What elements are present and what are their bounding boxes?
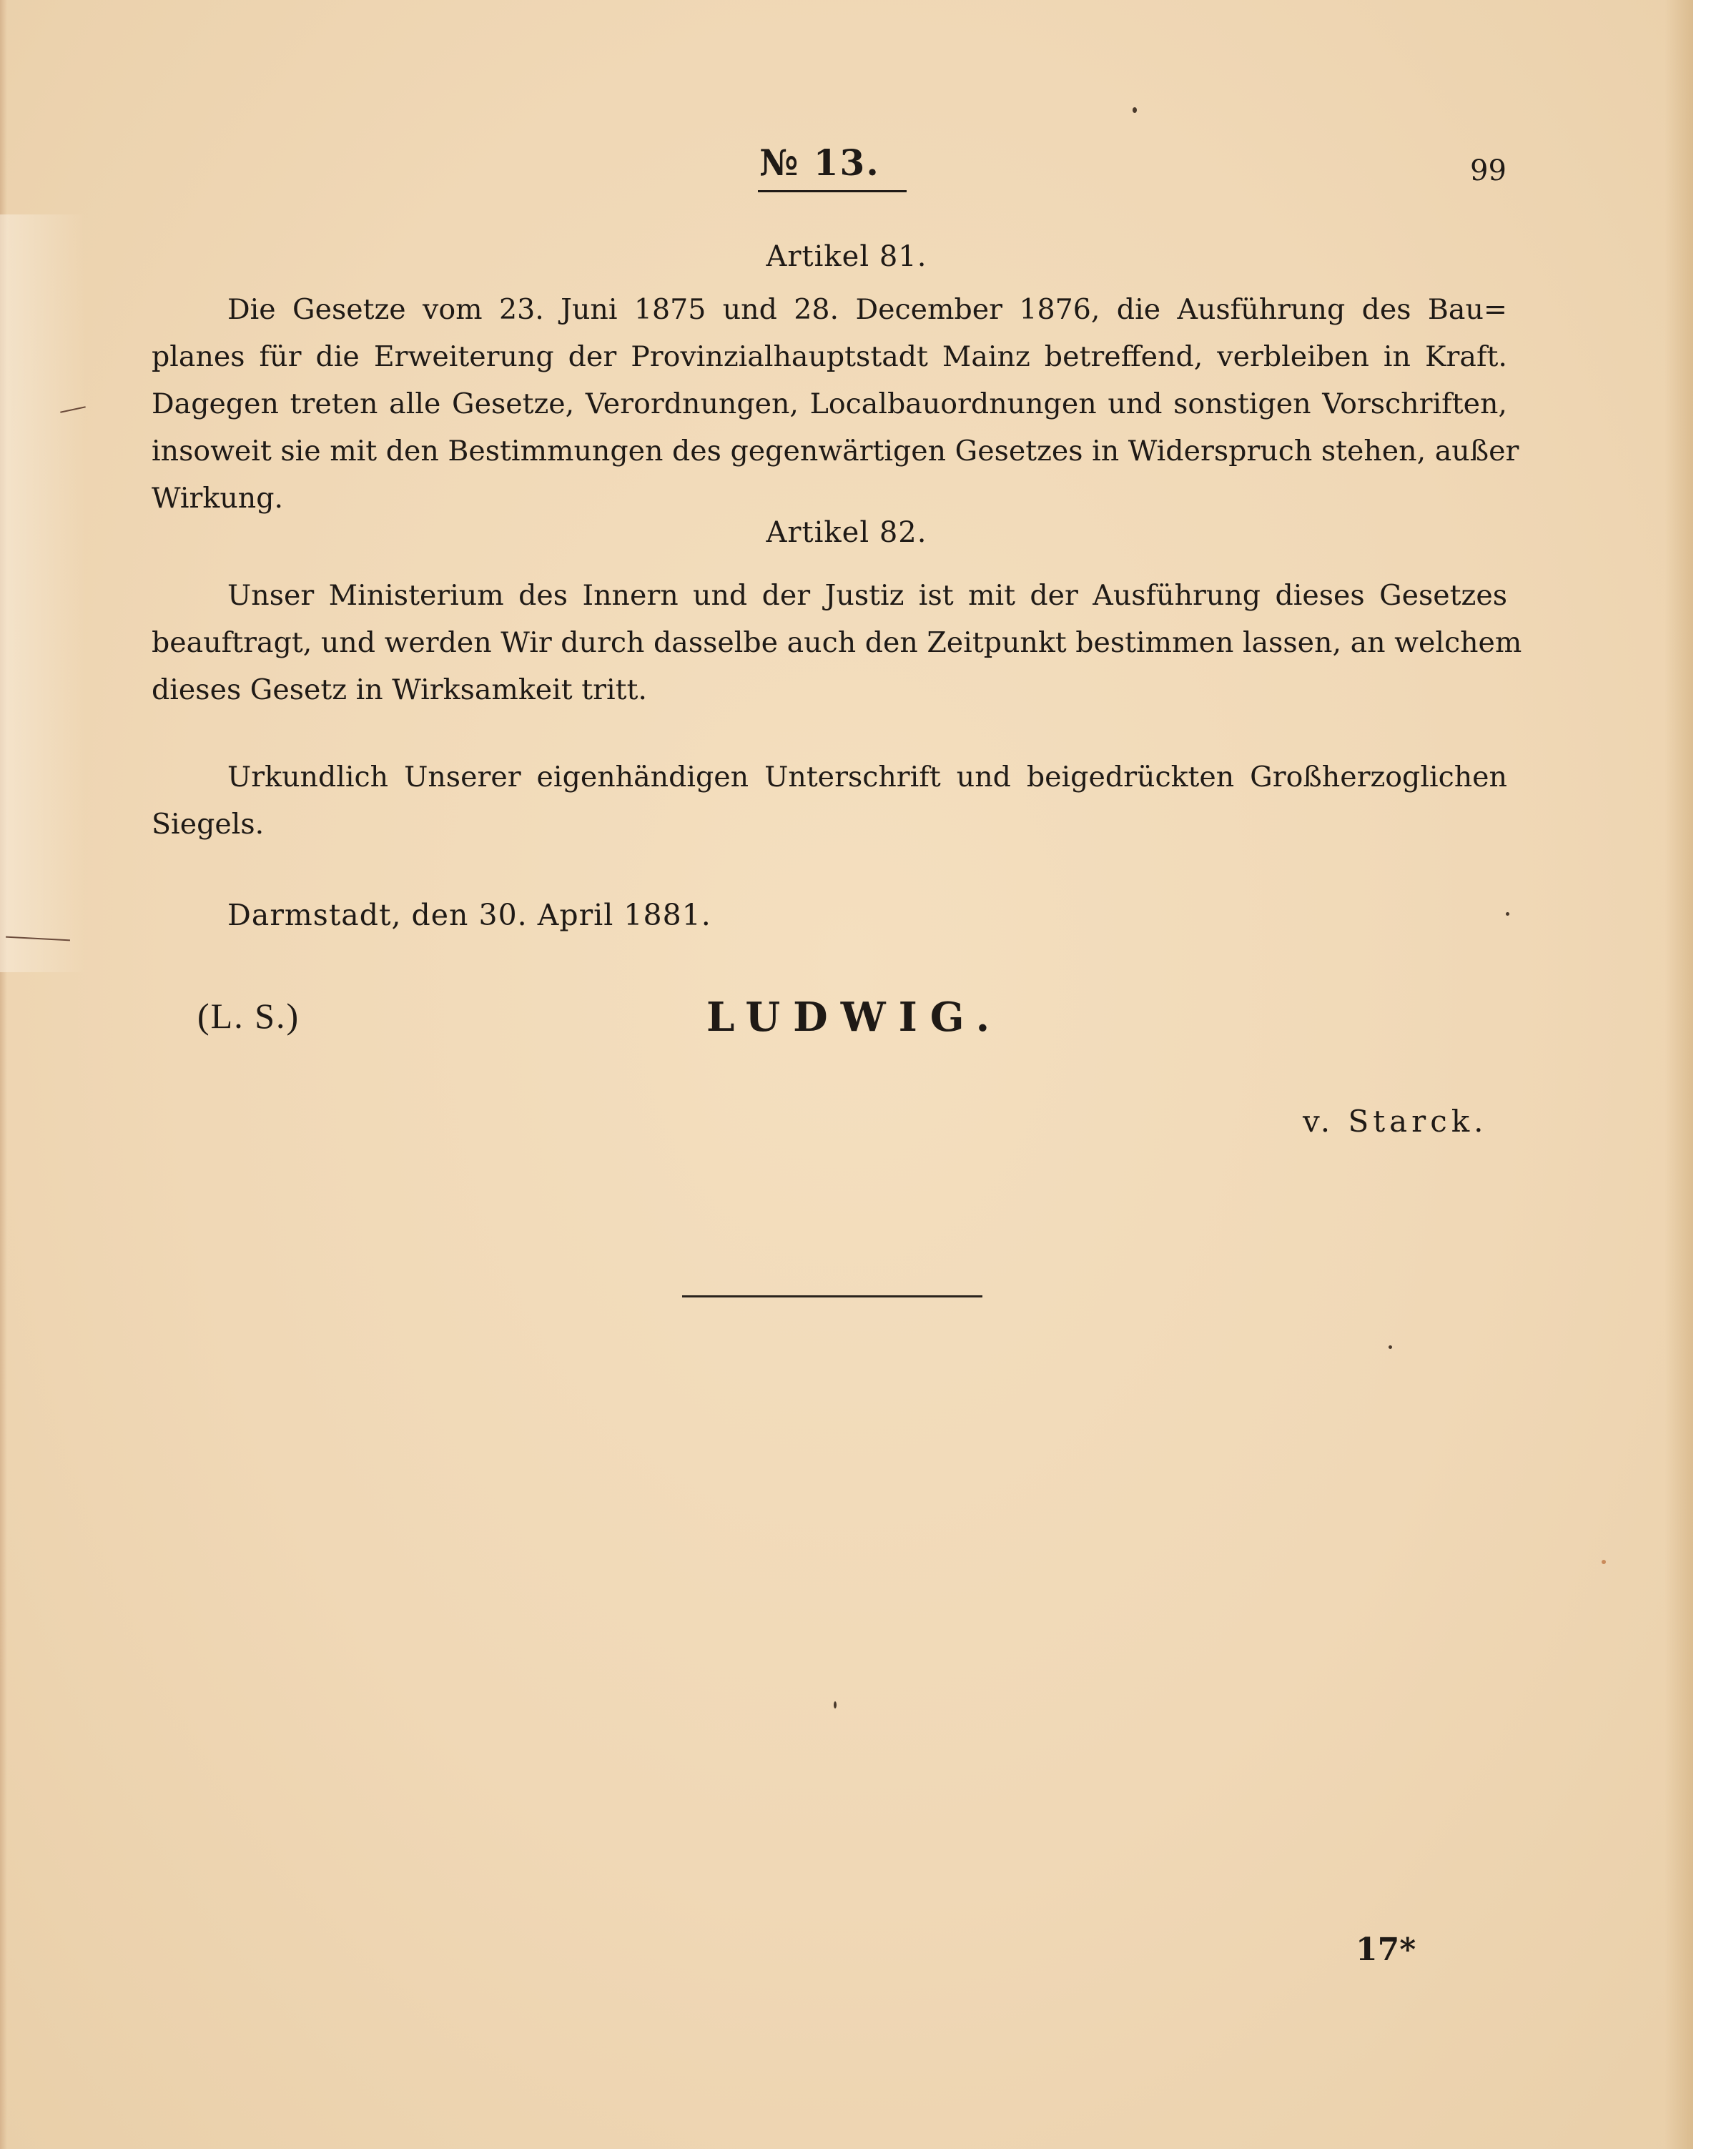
- seal-mark: (L. S.): [197, 996, 300, 1036]
- article-81-line-2: planes für die Erweiterung der Provinzialhauptstadt Mainz betreffend, verbleiben in Kraft.: [152, 340, 1507, 373]
- paper-speck: [1506, 912, 1509, 916]
- article-81-line-1: Die Gesetze vom 23. Juni 1875 und 28. December 1876, die Ausführung des Bau=: [227, 293, 1507, 326]
- attestation-text: [152, 753, 1507, 848]
- article-82-line-1: Unser Ministerium des Innern und der Justiz ist mit der Ausführung dieses Gesetzes: [227, 579, 1507, 612]
- article-81-line-3: Dagegen treten alle Gesetze, Verordnungen, Localbauordnungen und sonstigen Vorschriften,: [152, 387, 1507, 420]
- minister-countersignature: v. Starck.: [1303, 1104, 1488, 1139]
- page-right-edge: [1665, 0, 1693, 2149]
- article-81-heading: Artikel 81.: [766, 240, 927, 273]
- article-82-line-2: beauftragt, und werden Wir durch dasselbe auch den Zeitpunkt bestimmen lassen, an welchem: [152, 626, 1522, 659]
- printer-signature-mark: 17*: [1356, 1932, 1416, 1968]
- article-81-text: [152, 286, 1519, 522]
- paper-fold-patch: [0, 214, 86, 972]
- paper-speck: [1133, 107, 1137, 113]
- article-82-text: [152, 572, 1522, 713]
- article-81-line-5: Wirkung.: [152, 482, 284, 515]
- end-rule: [682, 1295, 982, 1297]
- issue-number-underline: [758, 190, 907, 192]
- paper-speck: [1602, 1560, 1606, 1564]
- attestation-line-2: Siegels.: [152, 808, 265, 841]
- paper-speck: [1389, 1345, 1392, 1349]
- article-82-heading: Artikel 82.: [766, 516, 927, 549]
- page-number: 99: [1470, 154, 1507, 187]
- article-81-line-4: insoweit sie mit den Bestimmungen des gegenwärtigen Gesetzes in Widerspruch stehen, außer: [152, 435, 1519, 468]
- attestation-line-1: Urkundlich Unserer eigenhändigen Unterschrift und beigedrückten Großherzoglichen: [227, 761, 1507, 793]
- sovereign-signature: LUDWIG.: [706, 994, 1003, 1041]
- paper-speck: [834, 1701, 837, 1709]
- issue-number: № 13.: [759, 142, 880, 184]
- article-82-line-3: dieses Gesetz in Wirksamkeit tritt.: [152, 673, 647, 706]
- place-and-date: Darmstadt, den 30. April 1881.: [227, 898, 711, 932]
